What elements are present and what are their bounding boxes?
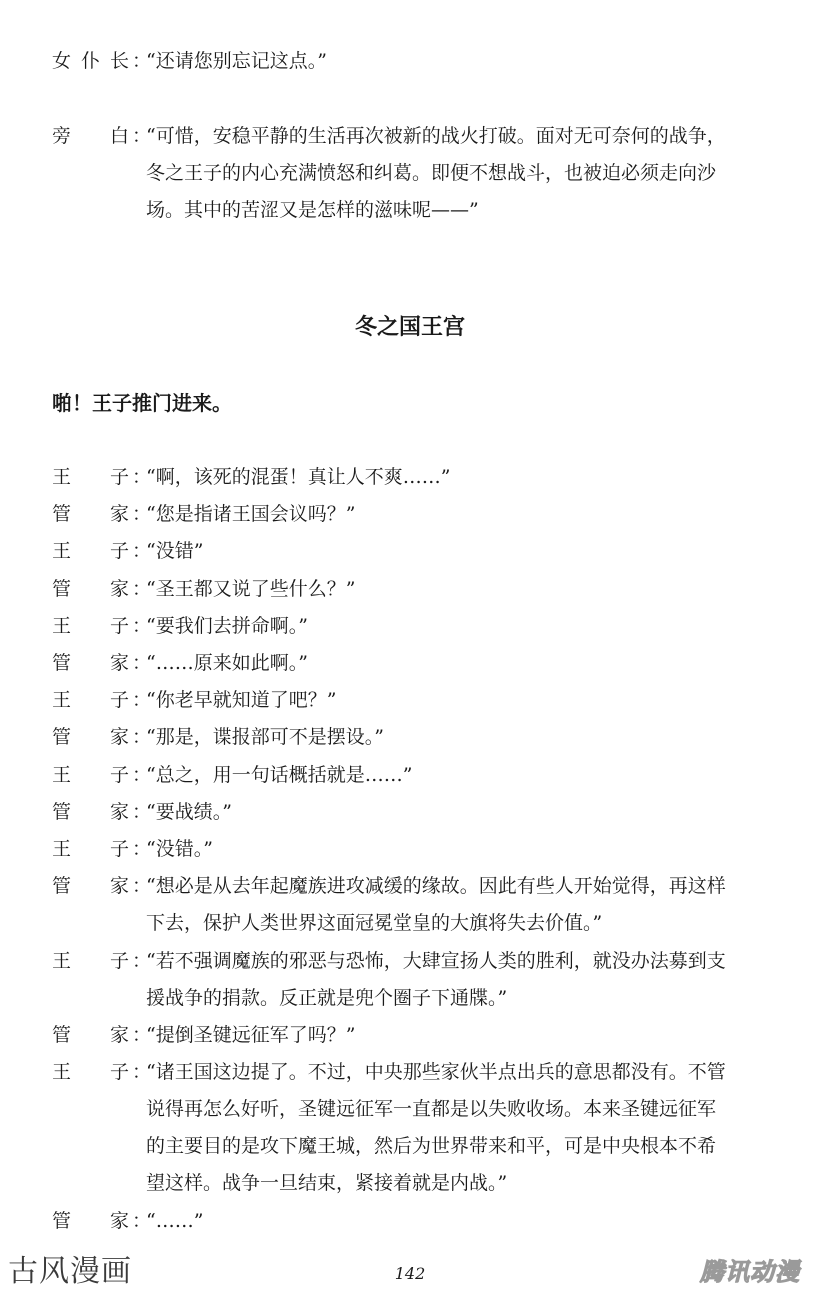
speech-line: 冬之王子的内心充满愤怒和纠葛。即便不想战斗，也被迫必须走向沙 [146, 162, 717, 184]
speaker-char: 长 [110, 50, 130, 72]
speaker-char: 王 [52, 1061, 72, 1084]
speech-line: “总之，用一句话概括就是……” [146, 763, 413, 786]
speech-line: “啊，该死的混蛋！真让人不爽……” [146, 466, 451, 488]
watermark-right: 腾讯动漫 [700, 1258, 800, 1286]
speaker-char: 家 [110, 652, 130, 674]
speech-line: “诸王国这边提了。不过，中央那些家伙半点出兵的意思都没有。不管 [146, 1061, 726, 1084]
speaker-colon: ： [132, 800, 152, 823]
speech-line: 场。其中的苦涩又是怎样的滋味呢——” [146, 199, 479, 221]
speaker-colon: ： [132, 1210, 152, 1232]
speaker-char: 家 [110, 1210, 130, 1232]
speech-text [146, 502, 786, 539]
speech-text [146, 1023, 786, 1060]
speaker-colon: ： [132, 503, 152, 526]
speaker-char: 旁 [52, 125, 72, 147]
speaker-char: 王 [52, 614, 72, 637]
speaker-char: 王 [52, 540, 72, 563]
speaker-colon: ： [132, 125, 152, 147]
speaker-colon: ： [132, 614, 152, 637]
speaker-char: 王 [52, 763, 72, 786]
speaker-char: 家 [110, 726, 130, 749]
speech-line: “那是，谍报部可不是摆设。” [146, 726, 384, 749]
speaker-colon: ： [132, 838, 152, 860]
speech-line: 望这样。战争一旦结束，紧接着就是内战。” [146, 1172, 508, 1195]
speaker-char: 子 [110, 466, 130, 488]
speaker-colon: ： [132, 1061, 152, 1084]
speech-line: “你老早就知道了吧？” [146, 689, 337, 712]
speech-line: “没错。” [146, 838, 213, 860]
watermark-left: 古风漫画 [8, 1254, 132, 1289]
speaker-colon: ： [132, 652, 152, 674]
speaker-char: 家 [110, 800, 130, 823]
speaker-char: 王 [52, 466, 72, 488]
speaker-char: 女 [52, 50, 72, 72]
speech-text [146, 577, 786, 614]
speaker-char: 王 [52, 949, 72, 972]
speaker-char: 家 [110, 503, 130, 526]
speaker-colon: ： [132, 50, 152, 72]
speaker-char: 白 [110, 125, 130, 147]
speaker-char: 子 [110, 540, 130, 563]
speaker-char: 子 [110, 689, 130, 712]
speaker-char: 子 [110, 1061, 130, 1084]
speech-text [146, 1060, 786, 1208]
speech-text [146, 763, 786, 800]
speech-line: 下去，保护人类世界这面冠冕堂皇的大旗将失去价值。” [146, 912, 603, 935]
speaker-char: 管 [52, 577, 72, 600]
speaker-char: 家 [110, 875, 130, 898]
speaker-colon: ： [132, 577, 152, 600]
speech-text [146, 465, 786, 502]
speaker-char: 子 [110, 838, 130, 860]
speech-text [146, 49, 786, 86]
speech-text [146, 837, 786, 874]
speaker-char: 管 [52, 503, 72, 526]
speaker-char: 管 [52, 652, 72, 674]
speaker-colon: ： [132, 726, 152, 749]
speaker-char: 子 [110, 614, 130, 637]
speech-line: “……原来如此啊。” [146, 652, 308, 674]
speech-line: 说得再怎么好听，圣键远征军一直都是以失败收场。本来圣键远征军 [146, 1098, 717, 1121]
speech-line: “圣王都又说了些什么？” [146, 577, 356, 600]
speaker-colon: ： [132, 689, 152, 712]
speaker-char: 仆 [81, 50, 101, 72]
speech-line: “还请您别忘记这点。” [146, 50, 327, 72]
speaker-colon: ： [132, 1024, 152, 1046]
speech-text [146, 688, 786, 725]
speech-line: “没错” [146, 540, 204, 563]
scene-heading: 冬之国王宫 [354, 315, 465, 340]
speaker-char: 管 [52, 726, 72, 749]
speaker-char: 管 [52, 875, 72, 898]
speaker-char: 子 [110, 949, 130, 972]
speaker-colon: ： [132, 949, 152, 972]
speaker-colon: ： [132, 875, 152, 898]
speech-text [146, 539, 786, 576]
speaker-char: 管 [52, 1024, 72, 1046]
speaker-char: 王 [52, 689, 72, 712]
speech-text [146, 949, 786, 1023]
speech-text [146, 651, 786, 688]
speech-text [146, 124, 786, 235]
speech-text [146, 725, 786, 762]
speech-line: 的主要目的是攻下魔王城，然后为世界带来和平，可是中央根本不希 [146, 1135, 717, 1158]
speech-line: “想必是从去年起魔族进攻减缓的缘故。因此有些人开始觉得，再这样 [146, 875, 726, 898]
speech-text [146, 1209, 786, 1246]
speech-text [146, 614, 786, 651]
speech-text [146, 800, 786, 837]
speech-line: “可惜，安稳平静的生活再次被新的战火打破。面对无可奈何的战争， [146, 125, 726, 147]
page-number: 142 [394, 1264, 426, 1283]
speech-line: “您是指诸王国会议吗？” [146, 503, 356, 526]
speaker-colon: ： [132, 540, 152, 563]
speech-line: “要战绩。” [146, 800, 232, 823]
speech-line: “提倒圣键远征军了吗？” [146, 1024, 356, 1046]
speaker-char: 管 [52, 800, 72, 823]
speaker-char: 子 [110, 763, 130, 786]
speech-line: “若不强调魔族的邪恶与恐怖，大肆宣扬人类的胜利，就没办法募到支 [146, 949, 726, 972]
speaker-char: 家 [110, 577, 130, 600]
speaker-colon: ： [132, 466, 152, 488]
speech-line: “要我们去拼命啊。” [146, 614, 308, 637]
speaker-colon: ： [132, 763, 152, 786]
speech-line: “……” [146, 1210, 204, 1232]
stage-direction: 啪！王子推门进来。 [52, 391, 232, 415]
speaker-char: 家 [110, 1024, 130, 1046]
speech-line: 援战争的捐款。反正就是兜个圈子下通牒。” [146, 986, 508, 1009]
speech-text [146, 874, 786, 948]
speaker-char: 管 [52, 1210, 72, 1232]
speaker-char: 王 [52, 838, 72, 860]
